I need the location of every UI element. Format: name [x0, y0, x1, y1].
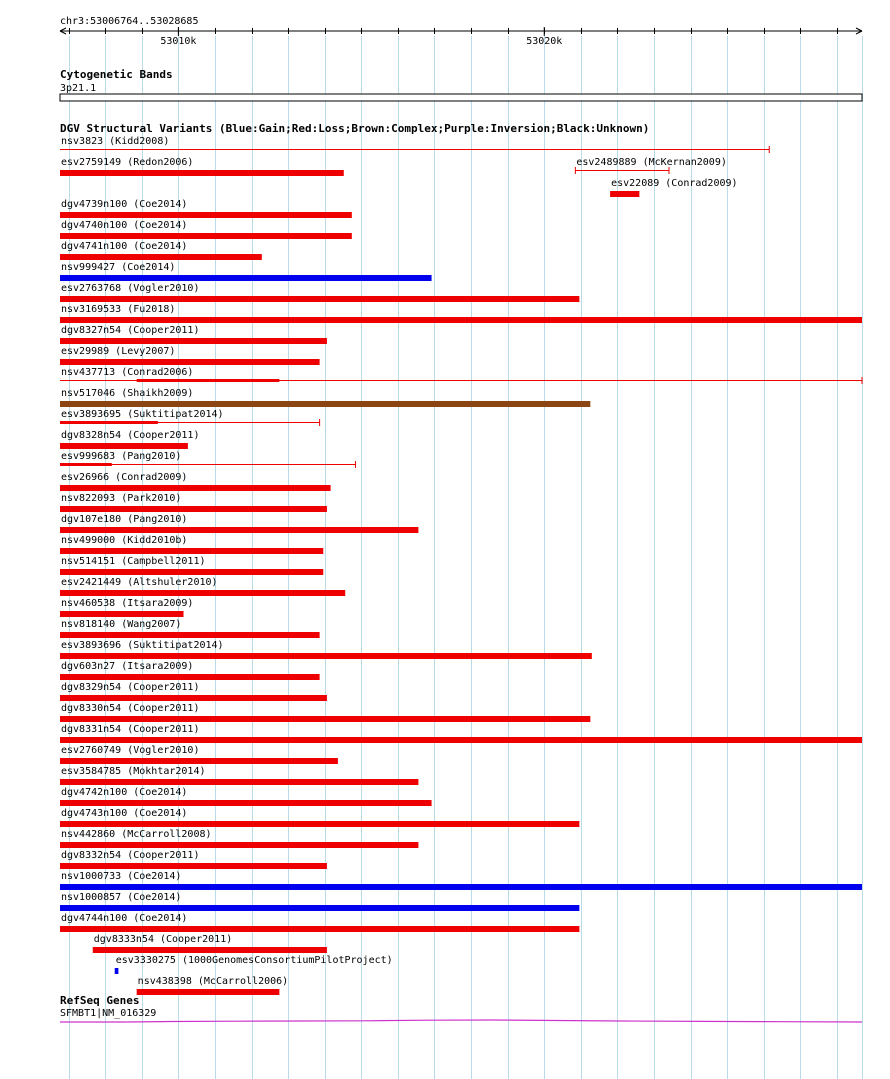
dgv-feature-bar[interactable]	[60, 233, 352, 239]
dgv-feature-label: nsv3823 (Kidd2008)	[61, 136, 170, 147]
dgv-feature[interactable]	[60, 283, 579, 302]
dgv-feature[interactable]	[93, 934, 327, 953]
dgv-feature-bar[interactable]	[60, 821, 579, 827]
dgv-feature[interactable]	[60, 766, 418, 785]
dgv-feature-label: nsv3169533 (Fu2018)	[61, 304, 176, 315]
dgv-track	[60, 122, 862, 995]
dgv-feature[interactable]	[60, 241, 262, 260]
dgv-feature-bar[interactable]	[60, 317, 862, 323]
dgv-feature[interactable]	[60, 325, 327, 344]
dgv-feature-label: nsv517046 (Shaikh2009)	[61, 388, 194, 399]
cytogenetic-track-title: Cytogenetic Bands	[60, 68, 173, 81]
dgv-feature-bar[interactable]	[60, 212, 352, 218]
dgv-feature[interactable]	[60, 304, 862, 323]
dgv-feature-bar[interactable]	[60, 905, 579, 911]
dgv-feature-bar[interactable]	[60, 590, 345, 596]
dgv-feature-bar[interactable]	[60, 674, 320, 680]
dgv-feature-label: esv22089 (Conrad2009)	[611, 178, 738, 189]
dgv-feature-bar[interactable]	[60, 338, 327, 344]
dgv-feature-label: dgv4739n100 (Coe2014)	[61, 199, 188, 210]
ruler-tick-label: 53010k	[160, 36, 197, 47]
dgv-feature-box[interactable]	[60, 463, 112, 466]
region-label: chr3:53006764..53028685	[60, 16, 199, 27]
dgv-feature-bar[interactable]	[60, 254, 262, 260]
dgv-feature-label: nsv442860 (McCarroll2008)	[61, 829, 212, 840]
dgv-feature-label: dgv8328n54 (Cooper2011)	[61, 430, 200, 441]
dgv-feature-bar[interactable]	[60, 842, 418, 848]
dgv-feature-label: dgv8332n54 (Cooper2011)	[61, 850, 200, 861]
dgv-feature-label: esv2760749 (Vogler2010)	[61, 745, 200, 756]
dgv-feature[interactable]	[60, 409, 320, 426]
dgv-feature[interactable]	[137, 976, 289, 995]
dgv-feature-label: esv2759149 (Redon2006)	[61, 157, 194, 168]
dgv-feature[interactable]	[60, 430, 199, 449]
dgv-feature[interactable]	[60, 262, 432, 281]
ruler	[60, 16, 862, 47]
dgv-feature-bar[interactable]	[60, 800, 432, 806]
dgv-feature[interactable]	[60, 535, 323, 554]
dgv-feature-label: esv3893696 (Suktitipat2014)	[61, 640, 224, 651]
dgv-feature[interactable]	[60, 199, 352, 218]
dgv-feature-label: nsv1000857 (Coe2014)	[61, 892, 182, 903]
dgv-feature-label: nsv822093 (Park2010)	[61, 493, 182, 504]
dgv-feature[interactable]	[60, 724, 862, 743]
dgv-feature-box[interactable]	[137, 379, 280, 382]
dgv-features	[60, 136, 862, 995]
dgv-feature-bar[interactable]	[610, 191, 639, 197]
gene-model[interactable]	[60, 1020, 862, 1022]
cytoband-bar[interactable]	[60, 94, 862, 101]
dgv-feature-label: dgv8329n54 (Cooper2011)	[61, 682, 200, 693]
gene-label: SFMBT1|NM_016329	[60, 1008, 157, 1019]
dgv-feature[interactable]	[60, 577, 345, 596]
dgv-feature[interactable]	[60, 451, 355, 468]
dgv-feature[interactable]	[60, 220, 352, 239]
dgv-feature-label: esv3330275 (1000GenomesConsortiumPilotProject)	[115, 955, 393, 966]
dgv-feature-bar[interactable]	[60, 779, 418, 785]
dgv-feature[interactable]	[60, 829, 418, 848]
dgv-feature-bar[interactable]	[137, 989, 280, 995]
dgv-feature-label: esv29989 (Levy2007)	[61, 346, 176, 357]
dgv-feature-label: esv2763768 (Vogler2010)	[61, 283, 200, 294]
dgv-feature-label: dgv4744n100 (Coe2014)	[61, 913, 188, 924]
dgv-feature-label: esv999683 (Pang2010)	[61, 451, 182, 462]
dgv-feature-label: dgv4742n100 (Coe2014)	[61, 787, 188, 798]
dgv-feature-label: dgv8327n54 (Cooper2011)	[61, 325, 200, 336]
dgv-feature[interactable]	[60, 493, 327, 512]
dgv-feature[interactable]	[60, 472, 331, 491]
dgv-feature-label: esv3893695 (Suktitipat2014)	[61, 409, 224, 420]
dgv-feature[interactable]	[60, 892, 579, 911]
dgv-feature[interactable]	[60, 598, 193, 617]
dgv-feature-bar[interactable]	[60, 884, 862, 890]
dgv-feature-bar[interactable]	[60, 359, 320, 365]
dgv-feature-label: esv2421449 (Altshuler2010)	[61, 577, 218, 588]
dgv-feature-label: esv2489889 (McKernan2009)	[576, 157, 727, 168]
dgv-feature-label: nsv514151 (Campbell2011)	[61, 556, 206, 567]
dgv-feature-bar[interactable]	[60, 527, 418, 533]
dgv-feature-bar[interactable]	[60, 275, 432, 281]
dgv-feature[interactable]	[60, 682, 327, 701]
dgv-feature-label: dgv8333n54 (Cooper2011)	[93, 934, 233, 945]
dgv-feature-label: nsv438398 (McCarroll2006)	[137, 976, 289, 987]
dgv-feature-label: dgv8330n54 (Cooper2011)	[61, 703, 200, 714]
dgv-feature-bar[interactable]	[60, 506, 327, 512]
dgv-feature[interactable]	[60, 913, 579, 932]
dgv-feature-label: dgv107e180 (Pang2010)	[61, 514, 188, 525]
refseq-track-title: RefSeq Genes	[60, 994, 140, 1007]
dgv-feature-label: dgv4741n100 (Coe2014)	[61, 241, 188, 252]
dgv-feature-bar[interactable]	[60, 926, 579, 932]
dgv-feature-label: nsv999427 (Coe2014)	[61, 262, 176, 273]
dgv-track-title: DGV Structural Variants (Blue:Gain;Red:Loss;Brown:Complex;Purple:Inversion;Black:Unknown)	[60, 122, 650, 135]
dgv-feature[interactable]	[60, 871, 862, 890]
dgv-feature-bar[interactable]	[60, 296, 579, 302]
dgv-feature-bar[interactable]	[60, 863, 327, 869]
dgv-feature-label: dgv603n27 (Itsara2009)	[61, 661, 194, 672]
dgv-feature[interactable]	[60, 745, 338, 764]
dgv-feature-bar[interactable]	[60, 170, 344, 176]
dgv-feature[interactable]	[60, 787, 432, 806]
dgv-feature-bar[interactable]	[60, 569, 323, 575]
dgv-feature[interactable]	[60, 661, 320, 680]
dgv-feature-bar[interactable]	[60, 632, 320, 638]
ruler-ticks	[70, 27, 838, 47]
dgv-feature-label: esv3584785 (Mokhtar2014)	[61, 766, 206, 777]
dgv-feature[interactable]	[60, 514, 418, 533]
dgv-feature-bar[interactable]	[93, 947, 327, 953]
dgv-feature-label: nsv499000 (Kidd2010b)	[61, 535, 188, 546]
dgv-feature-bar[interactable]	[60, 548, 323, 554]
dgv-feature[interactable]	[60, 367, 862, 384]
dgv-feature[interactable]	[115, 955, 393, 974]
dgv-feature-bar[interactable]	[60, 653, 592, 659]
dgv-feature[interactable]	[60, 808, 579, 827]
dgv-feature-bar[interactable]	[60, 485, 331, 491]
dgv-feature[interactable]	[60, 136, 769, 153]
cytoband-label: 3p21.1	[60, 83, 97, 94]
dgv-feature-label: nsv460538 (Itsara2009)	[61, 598, 194, 609]
dgv-feature-bar[interactable]	[60, 443, 188, 449]
dgv-feature[interactable]	[575, 157, 727, 174]
cytogenetic-track	[60, 68, 862, 101]
refseq-track	[60, 994, 862, 1022]
dgv-feature[interactable]	[60, 346, 320, 365]
dgv-feature-label: dgv4740n100 (Coe2014)	[61, 220, 188, 231]
dgv-feature[interactable]	[60, 556, 323, 575]
dgv-feature-bar[interactable]	[60, 758, 338, 764]
dgv-feature-label: nsv1000733 (Coe2014)	[61, 871, 182, 882]
dgv-feature[interactable]	[60, 850, 327, 869]
dgv-feature[interactable]	[60, 157, 344, 176]
dgv-feature-bar[interactable]	[60, 401, 590, 407]
dgv-feature-label: dgv4743n100 (Coe2014)	[61, 808, 188, 819]
dgv-feature[interactable]	[610, 178, 737, 197]
dgv-feature-label: esv26966 (Conrad2009)	[61, 472, 188, 483]
dgv-feature-bar[interactable]	[60, 695, 327, 701]
dgv-feature-bar[interactable]	[60, 611, 184, 617]
dgv-feature-label: dgv8331n54 (Cooper2011)	[61, 724, 200, 735]
dgv-feature[interactable]	[60, 619, 320, 638]
dgv-feature-label: nsv818140 (Wang2007)	[61, 619, 182, 630]
dgv-feature-label: nsv437713 (Conrad2006)	[61, 367, 194, 378]
dgv-feature-box[interactable]	[60, 421, 158, 424]
dgv-feature-bar[interactable]	[60, 737, 862, 743]
dgv-feature-bar[interactable]	[115, 968, 119, 974]
dgv-feature-bar[interactable]	[60, 716, 590, 722]
ruler-tick-label: 53020k	[526, 36, 563, 47]
